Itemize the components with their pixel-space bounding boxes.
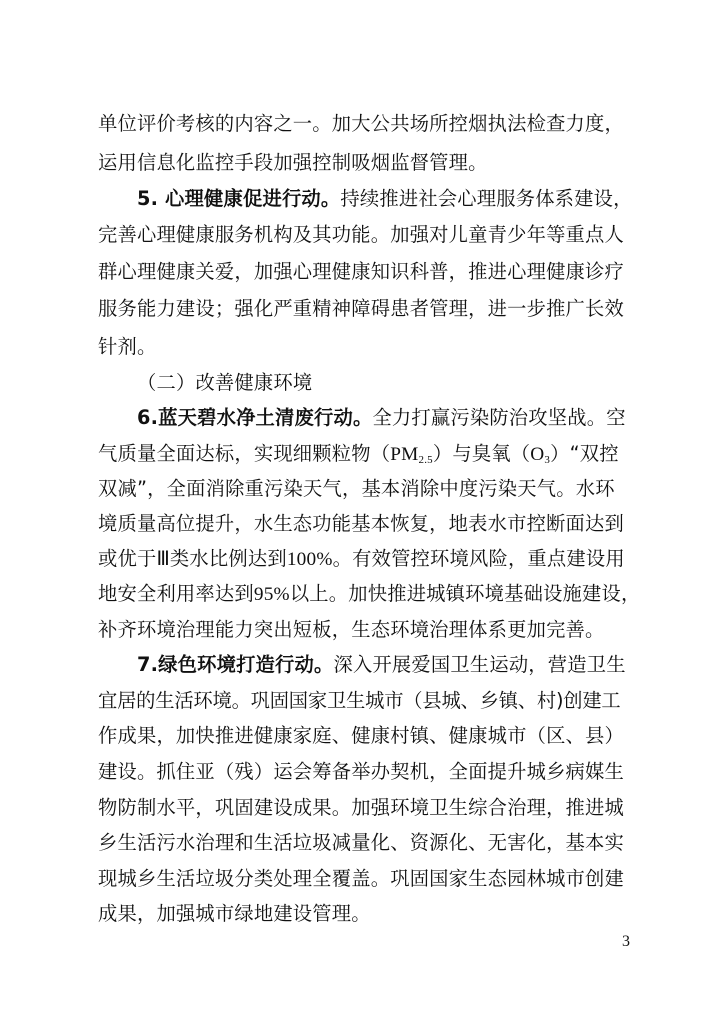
paragraph-text: 。有效管控环境风险，重点建设用 [332, 547, 625, 570]
paragraph-text: 气质量全面达标，实现细颗粒物（ [98, 442, 391, 465]
ozone-subscript: 3 [544, 454, 551, 466]
percent-value: 95% [253, 584, 290, 605]
paragraph-line: 物防制水平，巩固建设成果。加强环境卫生综合治理，推进城 [98, 796, 624, 819]
paragraph-line: 运用信息化监控手段加强控制吸烟监督管理。 [98, 151, 488, 174]
paragraph-line: 成果，加强城市绿地建设管理。 [98, 902, 371, 925]
paragraph-line: 补齐环境治理能力突出短板，生态环境治理体系更加完善。 [98, 618, 605, 641]
section-5-line [137, 185, 677, 213]
paragraph-line: 服务能力建设；强化严重精神障碍患者管理，进一步推广长效 [98, 297, 624, 320]
percent-value: 100% [286, 549, 333, 570]
section-7-heading: 7.绿色环境打造行动。 [137, 653, 334, 676]
section-7-line [137, 651, 677, 679]
paragraph-text: 全力打赢污染防治攻坚战。空 [372, 406, 626, 429]
paragraph-line: 现城乡生活垃圾分类处理全覆盖。巩固国家生态园林城市创建 [98, 867, 624, 890]
paragraph-line: 完善心理健康服务机构及其功能。加强对儿童青少年等重点人 [98, 223, 624, 246]
paragraph-text: 深入开展爱国卫生运动，营造卫生 [333, 653, 626, 676]
subsection-heading: （二）改善健康环境 [137, 371, 313, 394]
paragraph-line: 建设。抓住亚（残）运会筹备举办契机，全面提升城乡病媒生 [98, 760, 624, 783]
paragraph-line: 单位评价考核的内容之一。加大公共场所控烟执法检查力度， [98, 112, 624, 135]
paragraph-line: 宜居的生活环境。巩固国家卫生城市（县城、乡镇、村)创建工 [98, 689, 621, 712]
paragraph-text: ）与臭氧（ [432, 442, 531, 465]
paragraph-text: 持续推进社会心理服务体系建设， [340, 187, 633, 210]
paragraph-line: 群心理健康关爱，加强心理健康知识科普，推进心理健康诊疗 [98, 260, 624, 283]
paragraph-text: 以上。加快推进城镇环境基础设施建设， [289, 582, 641, 605]
ozone-label: O [530, 444, 545, 465]
paragraph-line: 作成果，加快推进健康家庭、健康村镇、健康城市（区、县） [98, 724, 624, 747]
paragraph-line: 乡生活污水治理和生活垃圾减量化、资源化、无害化，基本实 [98, 831, 624, 854]
pm-subscript: 2.5 [418, 454, 433, 466]
section-6-heading: 6.蓝天碧水净土清废行动。 [137, 406, 373, 429]
section-5-heading: 5. 心理健康促进行动。 [137, 187, 341, 210]
paragraph-text: 或优于Ⅲ类水比例达到 [98, 547, 287, 570]
paragraph-line [98, 580, 641, 608]
section-6-line [137, 404, 677, 432]
paragraph-text: ）“双控 [550, 442, 619, 465]
page-number: 3 [622, 933, 630, 950]
paragraph-line [98, 440, 638, 468]
paragraph-line: 针剂。 [98, 335, 157, 358]
paragraph-line: 境质量高位提升，水生态功能基本恢复，地表水市控断面达到 [98, 512, 624, 535]
paragraph-text: 地安全利用率达到 [98, 582, 254, 605]
pm-label: PM [390, 444, 419, 465]
paragraph-line [98, 545, 638, 573]
paragraph-line: 双减”，全面消除重污染天气，基本消除中度污染天气。水环 [98, 477, 615, 500]
